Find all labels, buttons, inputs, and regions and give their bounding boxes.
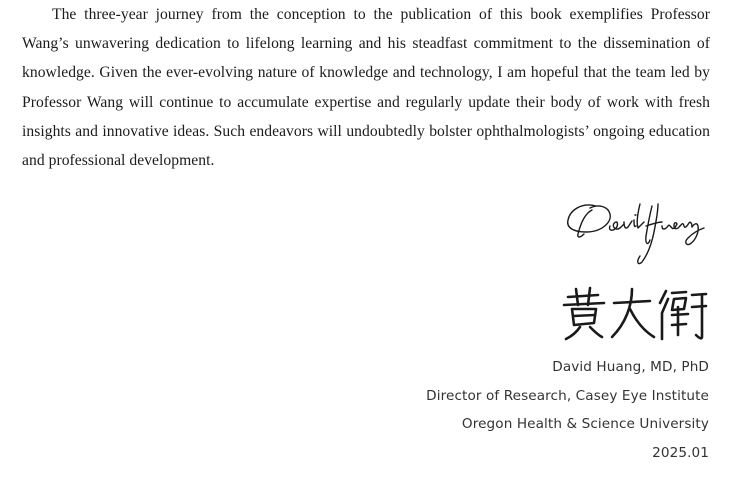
author-institution: Oregon Health & Science University (461, 416, 709, 432)
handwritten-signature-latin (562, 196, 712, 276)
author-name: David Huang, MD, PhD (552, 359, 709, 375)
body-paragraph: The three-year journey from the conception to the publication of this book exemplifies Professor Wang’s unwavering dedication to lifelong learning and his steadfast commitment to the dissemination of knowledge. Given the ever-evolving nature of knowledge and technology, I am hopeful that the team led by Professor Wang will continue to accumulate expertise and regularly update their body of work with fresh insights and innovative ideas. Such endeavors will undoubtedly bolster ophthalmologists’ ongoing education and professional development. (22, 6, 710, 170)
author-signature-block (426, 353, 709, 467)
handwritten-signature-chinese (560, 285, 710, 341)
author-title: Director of Research, Casey Eye Institute (426, 387, 709, 404)
author-date: 2025.01 (652, 444, 709, 461)
